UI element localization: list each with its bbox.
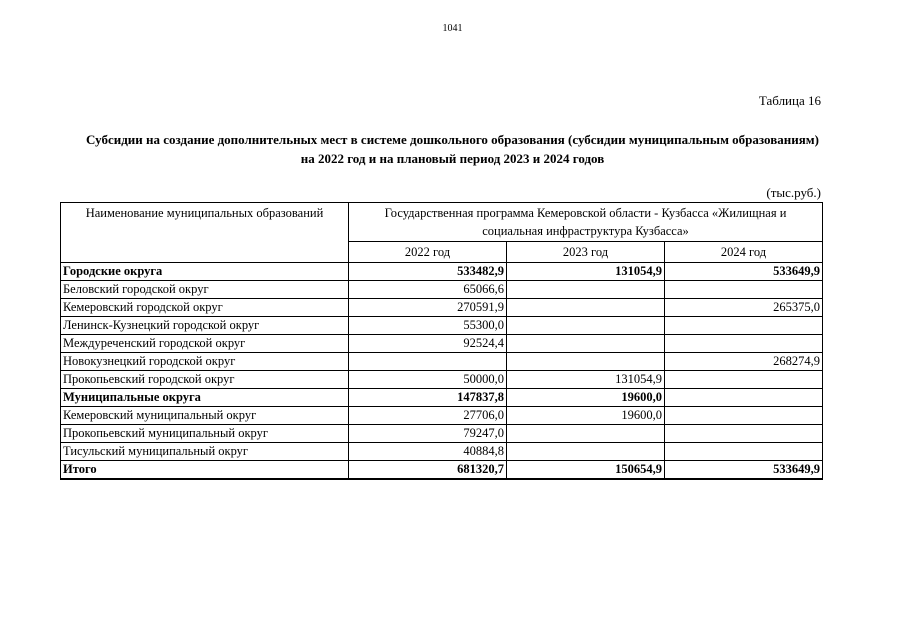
value-2023-cell (507, 353, 665, 371)
row-name-cell: Муниципальные округа (61, 389, 349, 407)
value-2023-cell: 150654,9 (507, 461, 665, 480)
unit-label: (тыс.руб.) (766, 185, 821, 200)
table-row (61, 281, 823, 299)
value-2022-cell: 92524,4 (349, 335, 507, 353)
value-2023-cell (507, 425, 665, 443)
table-row (61, 335, 823, 353)
table-row (61, 371, 823, 389)
row-name-cell: Прокопьевский муниципальный округ (61, 425, 349, 443)
value-2022-cell: 270591,9 (349, 299, 507, 317)
value-2022-cell: 55300,0 (349, 317, 507, 335)
table-row (61, 317, 823, 335)
subsidy-table (60, 202, 823, 480)
value-2024-cell: 533649,9 (665, 263, 823, 281)
value-2024-cell: 533649,9 (665, 461, 823, 480)
row-name-cell: Итого (61, 461, 349, 480)
value-2024-cell: 265375,0 (665, 299, 823, 317)
value-2024-cell (665, 407, 823, 425)
value-2022-cell: 50000,0 (349, 371, 507, 389)
row-name-cell: Ленинск-Кузнецкий городской округ (61, 317, 349, 335)
table-row (61, 353, 823, 371)
table-row (61, 299, 823, 317)
value-2023-cell: 19600,0 (507, 407, 665, 425)
value-2023-cell: 19600,0 (507, 389, 665, 407)
table-row (61, 389, 823, 407)
value-2023-cell (507, 281, 665, 299)
value-2023-cell (507, 299, 665, 317)
document-title: Субсидии на создание дополнительных мест в системе дошкольного образования (субсидии муниципальным образованиям) на 2022 год и на плановый период 2023 и 2024 годов (86, 132, 819, 166)
value-2024-cell (665, 389, 823, 407)
row-name-cell: Городские округа (61, 263, 349, 281)
value-2024-cell: 268274,9 (665, 353, 823, 371)
header-year-2023: 2023 год (507, 242, 665, 263)
row-name-cell: Прокопьевский городской округ (61, 371, 349, 389)
value-2022-cell: 27706,0 (349, 407, 507, 425)
row-name-cell: Беловский городской округ (61, 281, 349, 299)
value-2024-cell (665, 443, 823, 461)
row-name-cell: Тисульский муниципальный округ (61, 443, 349, 461)
value-2022-cell: 65066,6 (349, 281, 507, 299)
value-2023-cell (507, 335, 665, 353)
value-2022-cell: 40884,8 (349, 443, 507, 461)
row-name-cell: Новокузнецкий городской округ (61, 353, 349, 371)
value-2023-cell (507, 443, 665, 461)
value-2024-cell (665, 281, 823, 299)
value-2023-cell (507, 317, 665, 335)
value-2022-cell: 147837,8 (349, 389, 507, 407)
value-2022-cell: 79247,0 (349, 425, 507, 443)
value-2024-cell (665, 317, 823, 335)
value-2022-cell: 533482,9 (349, 263, 507, 281)
table-row (61, 263, 823, 281)
table-label: Таблица 16 (758, 93, 821, 108)
table-row (61, 407, 823, 425)
header-year-2022: 2022 год (349, 242, 507, 263)
table-row (61, 425, 823, 443)
value-2024-cell (665, 335, 823, 353)
value-2023-cell: 131054,9 (507, 263, 665, 281)
table-body (61, 263, 823, 480)
row-name-cell: Кемеровский муниципальный округ (61, 407, 349, 425)
value-2024-cell (665, 425, 823, 443)
header-year-2024: 2024 год (665, 242, 823, 263)
value-2022-cell: 681320,7 (349, 461, 507, 480)
header-program-column: Государственная программа Кемеровской области - Кузбасса «Жилищная и социальная инфраструктура Кузбасса» (349, 203, 823, 242)
table-row (61, 443, 823, 461)
value-2023-cell: 131054,9 (507, 371, 665, 389)
header-name-column: Наименование муниципальных образований (61, 203, 349, 263)
page-number: 1041 (442, 23, 463, 34)
row-name-cell: Междуреченский городской округ (61, 335, 349, 353)
value-2024-cell (665, 371, 823, 389)
table-row (61, 461, 823, 480)
row-name-cell: Кемеровский городской округ (61, 299, 349, 317)
value-2022-cell (349, 353, 507, 371)
